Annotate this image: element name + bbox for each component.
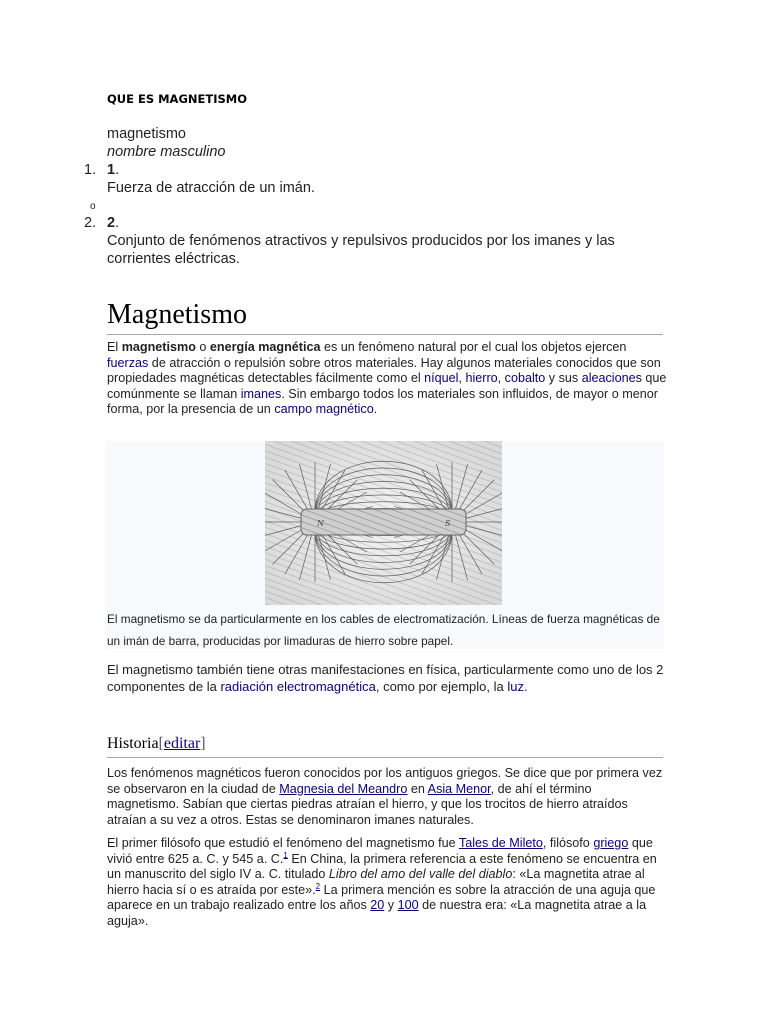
intro-text: . [373, 402, 378, 417]
link-hierro[interactable]: hierro [465, 371, 498, 386]
link-asia-menor[interactable]: Asia Menor [427, 781, 491, 796]
bar-magnet-iron-filings-image[interactable] [265, 441, 502, 605]
historia-text: de nuestra era: «La magnetita atrae a la aguja». [107, 898, 647, 928]
definition-item-1-num: 1. [107, 162, 120, 178]
reference-2[interactable]: 2 [315, 881, 321, 891]
link-niquel[interactable]: níquel [424, 371, 459, 386]
historia-text: La primera mención es sobre la atracción de una aguja que aparece en un trabajo realizado entre los años [107, 882, 656, 913]
intro-text: . Sin embargo todos los materiales son influidos, de mayor o menor forma, por la presencia de un [107, 386, 658, 417]
section-title: Historia [107, 735, 159, 752]
link-tales-de-mileto[interactable]: Tales de Mileto [458, 836, 543, 850]
section-heading-historia [107, 734, 663, 758]
historia-text: , filósofo [542, 836, 594, 850]
bracket-close: ] [200, 735, 206, 752]
historia-text: Los fenómenos magnéticos fueron conocidos por los antiguos griegos. Se dice que por primera vez se observaron en la ciudad de [107, 766, 663, 796]
link-fuerzas[interactable]: fuerzas [107, 355, 149, 370]
definition-item-2-line2: corrientes eléctricas. [107, 251, 240, 267]
sub-bullet: o [90, 201, 96, 212]
intro-text: de atracción o repulsión sobre otros materiales. Hay algunos materiales conocidos que son propiedades magnéticas detectables fácilmente como el [107, 355, 661, 386]
intro-text: El [107, 340, 122, 354]
intro-text: , [497, 371, 505, 386]
list-marker-2: 2. [84, 215, 97, 231]
link-aleaciones[interactable]: aleaciones [581, 371, 642, 386]
historia-text: y [384, 898, 398, 913]
definition-item-1-text: Fuerza de atracción de un imán. [107, 180, 315, 196]
definition-pos-text: nombre masculino [107, 144, 226, 160]
link-year-100[interactable]: 100 [397, 898, 419, 913]
intro-bold-energia: energía magnética [209, 340, 321, 354]
edit-link[interactable]: editar [163, 735, 201, 752]
definition-pos [107, 143, 225, 161]
svg-text:N: N [317, 519, 324, 528]
intro-text: y sus [545, 371, 582, 386]
intro-text: o [195, 340, 210, 354]
svg-text:S: S [445, 519, 451, 528]
list-marker-1: 1. [84, 162, 97, 178]
link-luz[interactable]: luz [507, 679, 524, 694]
definition-item-2-text [107, 232, 667, 268]
para2-text: El magnetismo también tiene otras manifestaciones en física, particularmente como uno de los 2 componentes de la [107, 662, 664, 694]
historia-text: El primer filósofo que estudió el fenómeno del magnetismo fue [107, 836, 459, 850]
para2-text: . [523, 679, 528, 694]
definition-item-2-line1: Conjunto de fenómenos atractivos y repulsivos producidos por los imanes y las [107, 233, 615, 249]
intro-text: es un fenómeno natural por el cual los objetos ejercen [320, 340, 627, 354]
historia-text: en [407, 781, 428, 796]
doc-heading: QUE ES MAGNETISMO [107, 92, 248, 106]
link-radiacion-electromagnetica[interactable]: radiación electromagnética [220, 679, 376, 694]
intro-bold-magnetismo: magnetismo [121, 340, 196, 354]
historia-text: : «La magnetita atrae al hierro hacia sí o es atraída por este». [107, 867, 645, 897]
link-campo-magnetico[interactable]: campo magnético [274, 402, 374, 417]
article-title: Magnetismo [107, 298, 663, 335]
link-imanes[interactable]: imanes [240, 386, 282, 401]
bracket-open: [ [158, 735, 164, 752]
link-cobalto[interactable]: cobalto [504, 371, 546, 386]
para2-text: , como por ejemplo, la [375, 679, 508, 694]
link-magnesia-del-meandro[interactable]: Magnesia del Meandro [279, 781, 408, 796]
definition-item-2-num-text: 2 [107, 215, 116, 231]
link-year-20[interactable]: 20 [370, 898, 385, 913]
reference-1[interactable]: 1 [283, 850, 288, 860]
intro-text: , [458, 371, 466, 386]
historia-paragraph-2 [107, 836, 667, 930]
intro-paragraph [107, 340, 667, 418]
historia-paragraph-1 [107, 766, 667, 828]
book-title: Libro del amo del valle del diablo [328, 867, 513, 882]
historia-text: En China, la primera referencia a este fenómeno se encuentra en un manuscrito del siglo IV a. C. titulado [107, 851, 657, 882]
historia-text: que vivió entre 625 a. C. y 545 a. C. [107, 836, 653, 866]
definition-item-1-num-text: 1 [107, 162, 116, 178]
paragraph-2 [107, 661, 667, 695]
figure-caption: El magnetismo se da particularmente en los cables de electromatización. Líneas de fuerza magnéticas de un imán de barra, producidas por limaduras de hierro sobre papel. [107, 612, 660, 648]
historia-text: , de ahí el término magnetismo. Sabían que ciertas piedras atraían el hierro, y que los trocitos de hierro atraídos atraían a su vez a otros. Estas se denominaron imanes naturales. [107, 781, 628, 827]
intro-text: que comúnmente se llaman [107, 371, 667, 401]
definition-item-2-num: 2. [107, 215, 120, 231]
figure-box [105, 441, 664, 649]
link-griego[interactable]: griego [593, 836, 629, 850]
definition-word: magnetismo [107, 126, 186, 142]
